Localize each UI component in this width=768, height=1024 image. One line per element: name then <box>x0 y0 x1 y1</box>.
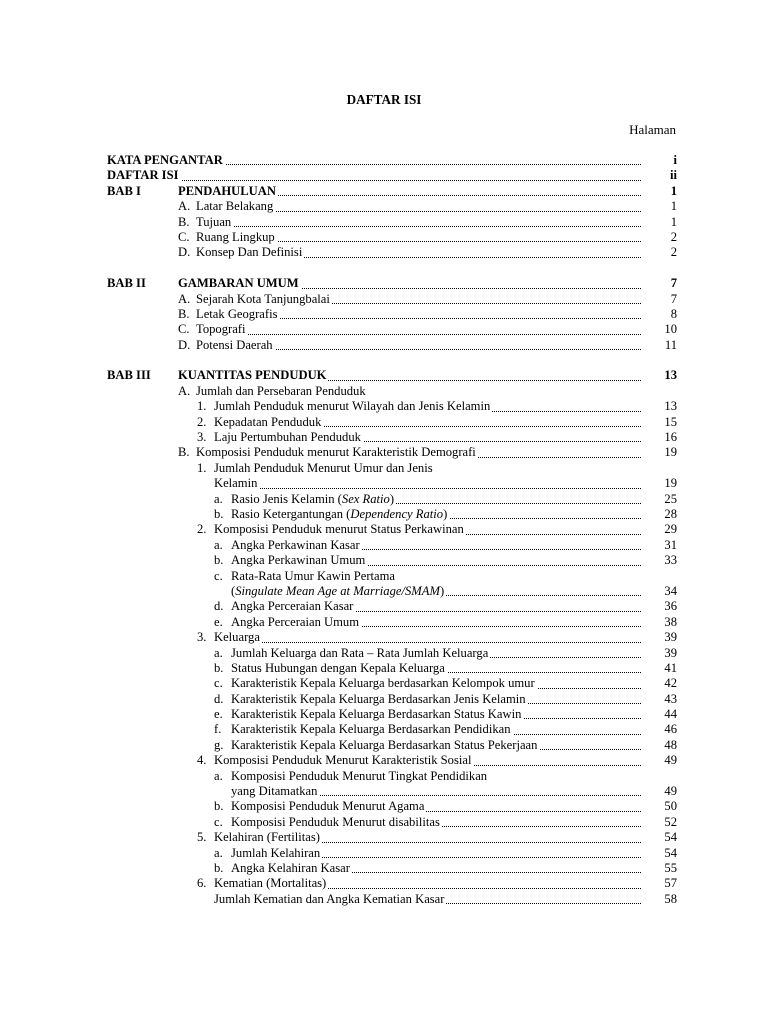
toc-label: yang Ditamatkan <box>231 784 318 799</box>
toc-label: Jumlah Penduduk Menurut Umur dan Jenis <box>214 460 433 475</box>
toc-entry[interactable] <box>0 661 768 676</box>
toc-label: Kelahiran (Fertilitas) <box>214 830 320 845</box>
toc-page-number: 19 <box>664 476 677 491</box>
toc-marker: g. <box>214 737 224 752</box>
toc-page-number: 29 <box>664 522 677 537</box>
toc-label: Tujuan <box>196 214 232 229</box>
toc-label: Komposisi Penduduk Menurut Tingkat Pendidikan <box>231 768 488 783</box>
toc-marker: 1. <box>197 399 207 414</box>
toc-entry[interactable] <box>0 738 768 753</box>
toc-label: Angka Kelahiran Kasar <box>231 860 350 875</box>
toc-marker: D. <box>178 337 191 352</box>
toc-marker: b. <box>214 506 224 521</box>
toc-label: Letak Geografis <box>196 306 278 321</box>
toc-entry[interactable] <box>0 892 768 907</box>
toc-page-number: 42 <box>664 676 677 691</box>
toc-label: Angka Perceraian Umum <box>231 614 359 629</box>
toc-page-number: 39 <box>664 645 677 660</box>
toc-entry[interactable] <box>0 476 768 491</box>
toc-marker: 2. <box>197 522 207 537</box>
toc-entry[interactable] <box>0 430 768 445</box>
toc-marker: 1. <box>197 460 207 475</box>
toc-entry[interactable] <box>0 492 768 507</box>
toc-page-number: 48 <box>664 737 677 752</box>
toc-label: ( <box>231 583 236 598</box>
toc-entry[interactable] <box>0 676 768 691</box>
toc-entry[interactable] <box>0 445 768 460</box>
toc-entry[interactable] <box>0 569 768 584</box>
toc-dot-leader <box>178 226 641 227</box>
toc-marker: d. <box>214 599 224 614</box>
toc-label: Jumlah dan Persebaran Penduduk <box>196 383 366 398</box>
toc-label-italic: Dependency Ratio <box>350 506 444 521</box>
toc-marker: a. <box>214 537 223 552</box>
toc-page-number: 2 <box>670 229 677 244</box>
toc-label: Angka Perceraian Kasar <box>231 599 354 614</box>
toc-label: KUANTITAS PENDUDUK <box>178 368 327 383</box>
toc-page-number: 1 <box>670 199 677 214</box>
toc-marker: B. <box>178 214 190 229</box>
toc-page-number: 54 <box>664 845 677 860</box>
toc-label: Angka Perkawinan Umum <box>231 553 366 568</box>
toc-entry[interactable] <box>0 784 768 799</box>
toc-page-number: 16 <box>664 430 677 445</box>
toc-entry[interactable] <box>0 522 768 537</box>
toc-spacer <box>0 353 768 368</box>
toc-entry[interactable] <box>0 276 768 291</box>
toc-page-number: 1 <box>670 214 677 229</box>
toc-marker: d. <box>214 691 224 706</box>
toc-entry[interactable] <box>0 184 768 199</box>
toc-label: Komposisi Penduduk Menurut Karakteristik Sosial <box>214 753 472 768</box>
toc-label: Jumlah Keluarga dan Rata – Rata Jumlah Keluarga <box>231 645 489 660</box>
toc-label: Karakteristik Kepala Keluarga Berdasarkan Status Kawin <box>231 707 522 722</box>
toc-label: Jumlah Kelahiran <box>231 845 321 860</box>
toc-chapter-number: BAB I <box>107 183 141 198</box>
toc-label: Karakteristik Kepala Keluarga Berdasarkan Pendidikan <box>231 722 511 737</box>
toc-marker: 3. <box>197 630 207 645</box>
toc-label: Karakteristik Kepala Keluarga Berdasarkan Jenis Kelamin <box>231 691 526 706</box>
toc-marker: 3. <box>197 430 207 445</box>
toc-label: Topografi <box>196 322 246 337</box>
toc-label: Status Hubungan dengan Kepala Keluarga <box>231 660 445 675</box>
toc-entry[interactable] <box>0 707 768 722</box>
page-title: DAFTAR ISI <box>346 92 422 107</box>
toc-entry[interactable] <box>0 307 768 322</box>
toc-marker: b. <box>214 553 224 568</box>
toc-label: Komposisi Penduduk menurut Karakteristik Demografi <box>196 445 476 460</box>
toc-page-number: 34 <box>664 583 677 598</box>
toc-label: Kepadatan Penduduk <box>214 414 322 429</box>
toc-label: Karakteristik Kepala Keluarga Berdasarkan Status Pekerjaan <box>231 737 538 752</box>
toc-entry[interactable] <box>0 846 768 861</box>
toc-marker: e. <box>214 707 223 722</box>
toc-page-number: 38 <box>664 614 677 629</box>
toc-chapter-number: BAB II <box>107 276 146 291</box>
toc-page-number: 15 <box>664 414 677 429</box>
toc-page-number: 19 <box>664 445 677 460</box>
toc-entry[interactable] <box>0 861 768 876</box>
toc-label: Jumlah Kematian dan Angka Kematian Kasar <box>214 891 445 906</box>
toc-marker: a. <box>214 491 223 506</box>
toc-label: DAFTAR ISI <box>107 168 179 183</box>
toc-entry[interactable] <box>0 538 768 553</box>
toc-page-number: 28 <box>664 506 677 521</box>
toc-marker: 4. <box>197 753 207 768</box>
toc-label: Karakteristik Kepala Keluarga berdasarkan Kelompok umur <box>231 676 535 691</box>
toc-page-number: 1 <box>670 183 677 198</box>
toc-entry[interactable] <box>0 322 768 337</box>
toc-page-number: 46 <box>664 722 677 737</box>
toc-marker: b. <box>214 660 224 675</box>
page-column-header: Halaman <box>629 122 676 137</box>
toc-marker: D. <box>178 245 191 260</box>
toc-label: Konsep Dan Definisi <box>196 245 303 260</box>
toc-label: Sejarah Kota Tanjungbalai <box>196 291 330 306</box>
toc-page-number: 41 <box>664 660 677 675</box>
toc-page-number: 44 <box>664 707 677 722</box>
toc-page-number: 11 <box>664 337 677 352</box>
toc-marker: 5. <box>197 830 207 845</box>
toc-marker: 6. <box>197 876 207 891</box>
toc-entry[interactable] <box>0 230 768 245</box>
toc-label: Rata-Rata Umur Kawin Pertama <box>231 568 396 583</box>
toc-entry[interactable] <box>0 415 768 430</box>
toc-entry[interactable] <box>0 399 768 414</box>
toc-entry[interactable] <box>0 876 768 891</box>
toc-page-number: 31 <box>664 537 677 552</box>
toc-page-number: 10 <box>664 322 677 337</box>
toc-label: Latar Belakang <box>196 199 274 214</box>
toc-page-number: 13 <box>664 399 677 414</box>
toc-page-number: 49 <box>664 753 677 768</box>
toc-marker: c. <box>214 814 223 829</box>
toc-entry[interactable] <box>0 769 768 784</box>
toc-marker: c. <box>214 568 223 583</box>
toc-label: Ruang Lingkup <box>196 229 275 244</box>
toc-label-suffix: ) <box>443 506 448 521</box>
toc-entry[interactable] <box>0 215 768 230</box>
toc-marker: a. <box>214 768 223 783</box>
toc-page-number: i <box>673 153 677 167</box>
table-of-contents <box>0 153 768 907</box>
toc-dot-leader <box>214 488 641 489</box>
toc-entry[interactable] <box>0 368 768 383</box>
toc-page-number: 13 <box>664 368 677 383</box>
toc-entry[interactable] <box>0 815 768 830</box>
toc-label: Jumlah Penduduk menurut Wilayah dan Jenis Kelamin <box>214 399 491 414</box>
toc-entry[interactable] <box>0 199 768 214</box>
toc-marker: 2. <box>197 414 207 429</box>
toc-label: Angka Perkawinan Kasar <box>231 537 360 552</box>
toc-page-number: 2 <box>670 245 677 260</box>
toc-entry[interactable] <box>0 722 768 737</box>
toc-entry[interactable] <box>0 584 768 599</box>
toc-spacer <box>0 261 768 276</box>
toc-marker: A. <box>178 291 191 306</box>
toc-entry[interactable] <box>0 338 768 353</box>
toc-label: Rasio Jenis Kelamin ( <box>231 491 342 506</box>
toc-entry[interactable] <box>0 168 768 183</box>
toc-label-italic: Sex Ratio <box>341 491 390 506</box>
toc-marker: C. <box>178 322 190 337</box>
toc-page-number: ii <box>670 168 677 183</box>
toc-label: Komposisi Penduduk menurut Status Perkawinan <box>214 522 464 537</box>
toc-label: Kematian (Mortalitas) <box>214 876 327 891</box>
toc-entry[interactable] <box>0 553 768 568</box>
toc-marker: f. <box>214 722 222 737</box>
toc-marker: a. <box>214 845 223 860</box>
toc-page-number: 57 <box>664 876 677 891</box>
toc-page-number: 33 <box>664 553 677 568</box>
toc-page-number: 55 <box>664 860 677 875</box>
toc-page-number: 49 <box>664 784 677 799</box>
toc-page-number: 50 <box>664 799 677 814</box>
toc-label: Laju Pertumbuhan Penduduk <box>214 430 361 445</box>
toc-label: KATA PENGANTAR <box>107 153 223 167</box>
toc-entry[interactable] <box>0 646 768 661</box>
toc-marker: A. <box>178 383 191 398</box>
toc-entry[interactable] <box>0 384 768 399</box>
toc-marker: B. <box>178 445 190 460</box>
toc-page-number: 39 <box>664 630 677 645</box>
toc-label: Komposisi Penduduk Menurut disabilitas <box>231 814 440 829</box>
toc-label: Potensi Daerah <box>196 337 273 352</box>
toc-label: Keluarga <box>214 630 260 645</box>
toc-page-number: 36 <box>664 599 677 614</box>
toc-dot-leader <box>107 180 641 181</box>
toc-marker: B. <box>178 306 190 321</box>
toc-page-number: 58 <box>664 891 677 906</box>
toc-label: Kelamin <box>214 476 258 491</box>
toc-marker: C. <box>178 229 190 244</box>
toc-entry[interactable] <box>0 507 768 522</box>
toc-marker: A. <box>178 199 191 214</box>
toc-label-italic: Singulate Mean Age at Marriage/SMAM <box>235 583 440 598</box>
toc-label: Komposisi Penduduk Menurut Agama <box>231 799 425 814</box>
toc-marker: a. <box>214 645 223 660</box>
toc-entry[interactable] <box>0 753 768 768</box>
toc-page-number: 7 <box>670 276 677 291</box>
toc-entry[interactable] <box>0 630 768 645</box>
toc-entry[interactable] <box>0 599 768 614</box>
toc-page-number: 52 <box>664 814 677 829</box>
toc-page-number: 43 <box>664 691 677 706</box>
toc-entry[interactable] <box>0 830 768 845</box>
toc-page-number: 7 <box>670 291 677 306</box>
toc-page-number: 25 <box>664 491 677 506</box>
toc-entry[interactable] <box>0 615 768 630</box>
toc-marker: e. <box>214 614 223 629</box>
toc-entry[interactable] <box>0 245 768 260</box>
toc-entry[interactable] <box>0 292 768 307</box>
toc-label-suffix: ) <box>389 491 395 506</box>
toc-marker: c. <box>214 676 223 691</box>
toc-entry[interactable] <box>0 692 768 707</box>
toc-entry[interactable] <box>0 799 768 814</box>
toc-entry[interactable] <box>0 461 768 476</box>
toc-marker: b. <box>214 860 224 875</box>
toc-page-number: 8 <box>670 306 677 321</box>
toc-chapter-number: BAB III <box>107 368 151 383</box>
toc-page-number: 54 <box>664 830 677 845</box>
toc-marker: b. <box>214 799 224 814</box>
toc-dot-leader <box>197 642 641 643</box>
toc-label: PENDAHULUAN <box>178 183 276 198</box>
toc-entry[interactable] <box>0 153 768 168</box>
toc-label: Rasio Ketergantungan ( <box>231 506 351 521</box>
toc-label: GAMBARAN UMUM <box>178 276 299 291</box>
toc-label-suffix: ) <box>439 583 445 598</box>
